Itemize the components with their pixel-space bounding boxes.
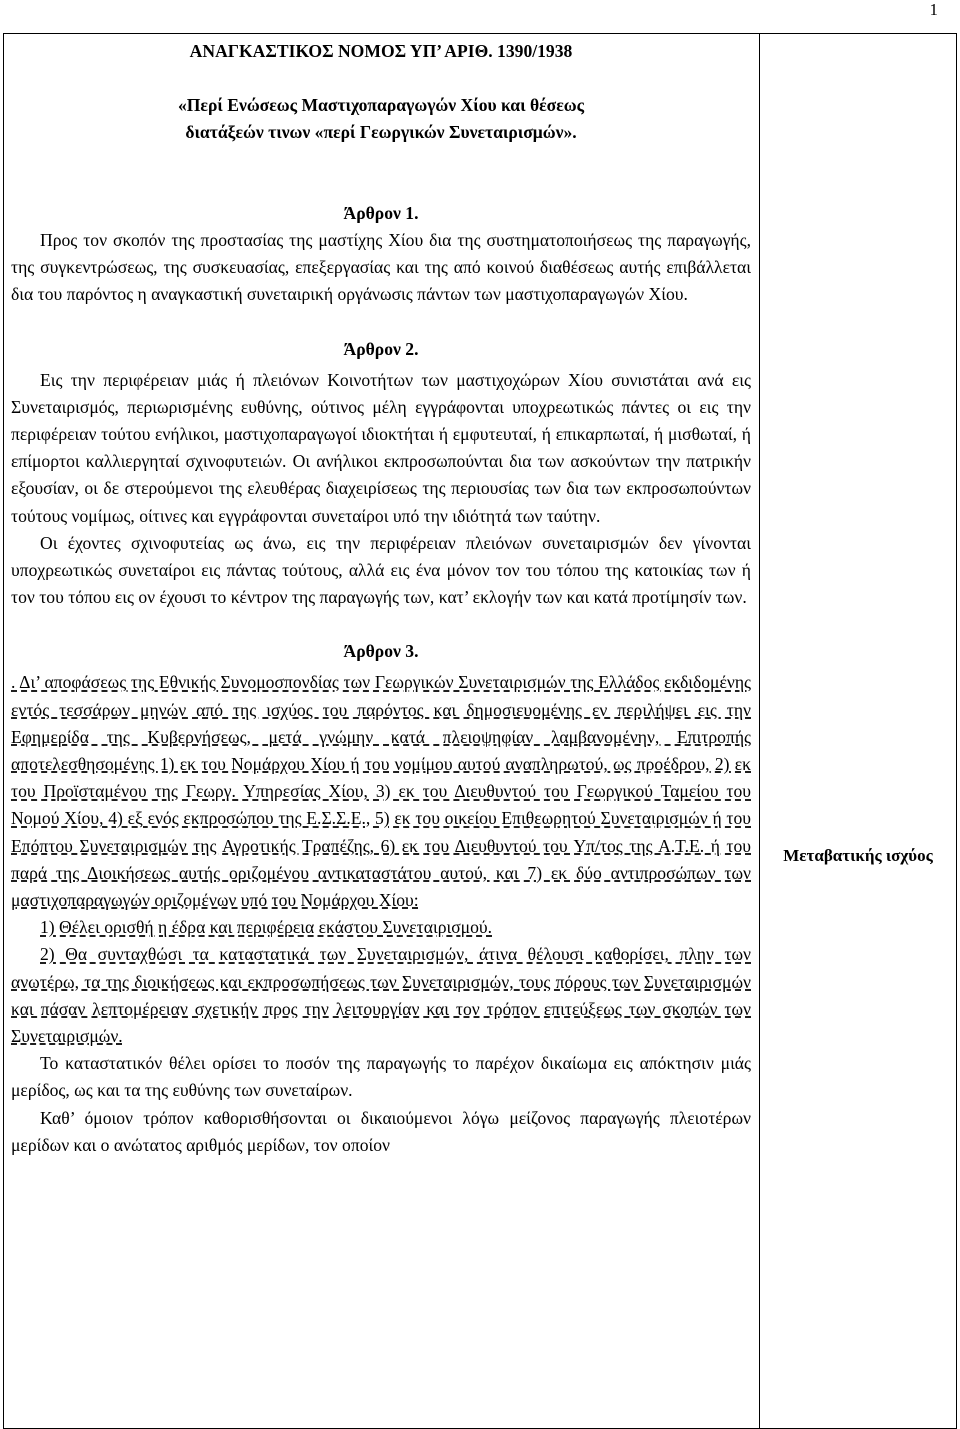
main-column (4, 34, 760, 1429)
margin-notes-column (760, 34, 957, 1429)
article-3-paragraph-3: Το καταστατικόν θέλει ορίσει το ποσόν της παραγωγής το παρέχον δικαίωμα εις απόκτησιν μιάς μερίδος, ως και τα της ευθύνης των συνεταίρων. (11, 1053, 751, 1101)
article-3-paragraph-1: . Δι’ αποφάσεως της Εθνικής Συνομοσπονδίας των Γεωργικών Συνεταιρισμών της Ελλάδος εκδιδομένης εντός τεσσάρων μηνών από της ισχύος του παρόντος και δημοσιευομένης εν περιλήψει εις την Εφημερίδα της Κυβερνήσεως, μετά γνώμην κατά πλειοψηφίαν λαμβανομένην, Επιτροπής αποτελεσθησομένης 1) εκ του Νομάρχου Χίου ή του νομίμου αυτού αναπληρωτού, ως προέδρου, 2) εκ του Προϊσταμένου της Γεωργ. Υπηρεσίας Χίου, 3) εκ του Διευθυντού του Γεωργικού Ταμείου του Νομού Χίου, 4) εξ ενός εκπροσώπου της Ε.Σ.Σ.Ε., 5) εκ του οικείου Επιθεωρητού Συνεταιρισμών ή του Επόπτου Συνεταιρισμών της Αγροτικής Τραπέζης, 6) εκ του Διευθυντού του Υπ/τος της Α.Τ.Ε. ή του παρά της Διοικήσεως αυτής οριζομένου αντικαταστάτου αυτού, και 7) εκ δύο αντιπροσώπων των μαστιχοπαραγωγών οριζομένων υπό του Νομάρχου Χίου: (11, 672, 751, 911)
document-table (3, 33, 957, 1429)
page-number: 1 (929, 0, 938, 19)
law-subtitle-line-1: «Περί Ενώσεως Μαστιχοπαραγωγών Χίου και θέσεως (177, 95, 585, 115)
article-3-item-1: 1) Θέλει ορισθή η έδρα και περιφέρεια εκάστου Συνεταιρισμού. (40, 917, 493, 938)
law-subtitle-line-2: διατάξεών τινων «περί Γεωργικών Συνεταιρισμών». (185, 122, 577, 142)
article-2-paragraph-2: Οι έχοντες σχινοφυτείας ως άνω, εις την περιφέρειαν πλειόνων συνεταιρισμών δεν γίνονται υποχρεωτικώς συνεταίροι εις πάντας τούτους, αλλά εις ένα μόνον τον του τόπου της κατοικίας των ή τον του τόπου εις ον έχουσι το κέντρον της παραγωγής των, κατ’ εκλογήν των και κατά προτίμησίν των. (11, 532, 751, 608)
article-3-heading: Άρθρον 3. (343, 641, 419, 662)
article-3-item-2: 2) Θα συνταχθώσι τα καταστατικά των Συνεταιρισμών, άτινα θέλουσι καθορίσει, πλην των ανωτέρω, τα της διοικήσεως και εκπροσωπήσεως των Συνεταιρισμών, τους πόρους των Συνεταιρισμών και πάσαν λεπτομέρειαν σχετικήν προς την λειτουργίαν και τον τρόπον επιτεύξεως των σκοπών των Συνεταιρισμών. (11, 944, 751, 1047)
article-1-text: Προς τον σκοπόν της προστασίας της μαστίχης Χίου δια της συστηματοποιήσεως της παραγωγής, της συγκεντρώσεως, της συσκευασίας, επεξεργασίας και της από κοινού διαθέσεως αυτής επιβάλλεται δια του παρόντος η αναγκαστική συνεταιρική οργάνωσις πάντων των μαστιχοπαραγωγών Χίου. (11, 230, 751, 305)
article-3-paragraph-4: Καθ’ όμοιον τρόπον καθορισθήσονται οι δικαιούμενοι λόγω μείζονος παραγωγής πλειοτέρων μερίδων και ο ανώτατος αριθμός μερίδων, τον οποίον (11, 1107, 751, 1155)
article-2-paragraph-1: Εις την περιφέρειαν μιάς ή πλειόνων Κοινοτήτων των μαστιχοχώρων Χίου συνιστάται ανά εις Συνεταιρισμός, περιωρισμένης ευθύνης, ούτινος μέλη εγγράφονται υποχρεωτικώς πάντες οι εις την περιφέρειαν τούτου ενήλικοι, μαστιχοπαραγωγοί ιδιοκτήται ή εμφυτευταί, ή επικαρπωταί, ή μισθωταί, ή επίμορτοι καλλιεργηταί σχινοφυτειών. Οι ανήλικοι εκπροσωπούνται δια των ασκούντων την πατρικήν εξουσίαν, οι δε στερούμενοι της ελευθέρας διαχειρίσεως της περιουσίας των δια των εκπροσωπούντων τούτους νομίμως, οίτινες και εγγράφονται συνεταίροι υπό την ιδιότητά των ταύτην. (11, 369, 751, 526)
article-2-heading: Άρθρον 2. (343, 338, 419, 359)
law-title: ΑΝΑΓΚΑΣΤΙΚΟΣ ΝΟΜΟΣ ΥΠ’ ΑΡΙΘ. 1390/1938 (189, 41, 573, 61)
article-1-heading: Άρθρον 1. (343, 203, 419, 223)
transitional-validity-note: Μεταβατικής ισχύος (783, 846, 933, 865)
